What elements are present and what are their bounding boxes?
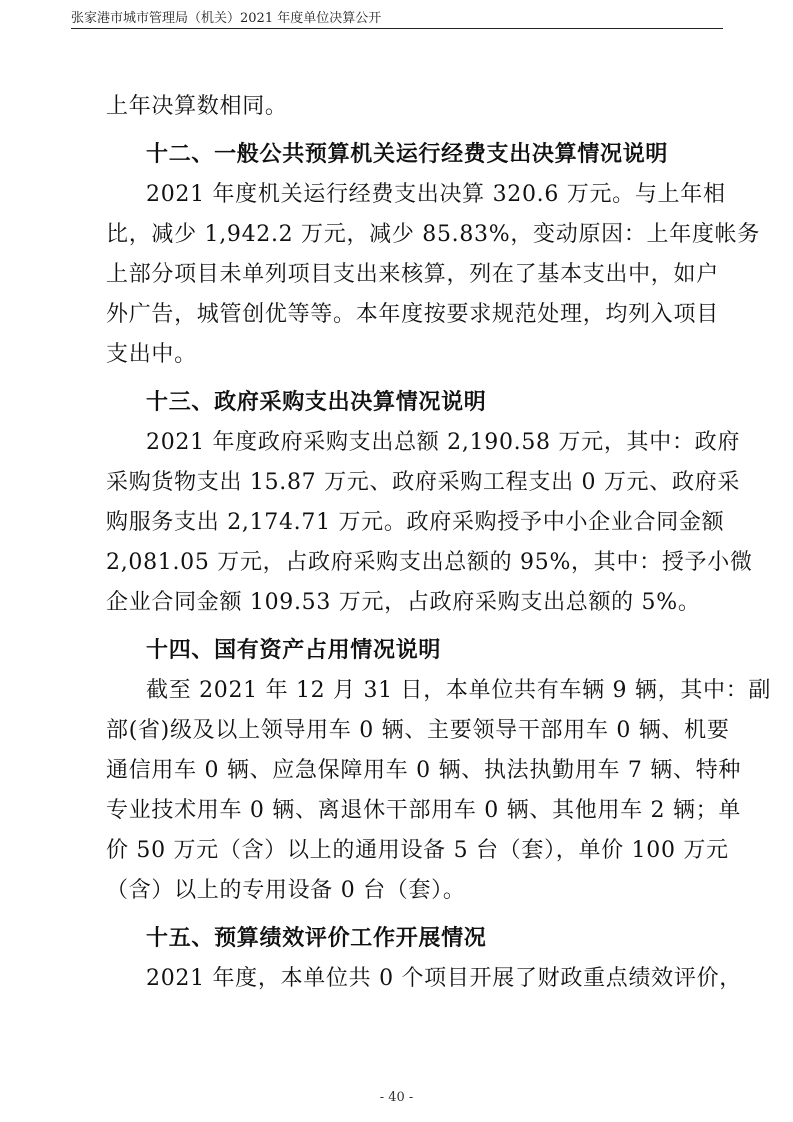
- paragraph-line: 比，减少 1,942.2 万元，减少 85.83%，变动原因：上年度帐务: [106, 222, 761, 247]
- paragraph-line: 企业合同金额 109.53 万元，占政府采购支出总额的 5%。: [106, 590, 701, 615]
- paragraph-line: 专业技术用车 0 辆、离退休干部用车 0 辆、其他用车 2 辆；单: [106, 798, 742, 823]
- paragraph-line: 2021 年度，本单位共 0 个项目开展了财政重点绩效评价，: [146, 966, 742, 991]
- page-header: [71, 4, 723, 29]
- section-heading-13: 十三、政府采购支出决算情况说明: [146, 390, 487, 415]
- paragraph-line: 上部分项目未单列项目支出来核算，列在了基本支出中，如户: [106, 262, 719, 287]
- paragraph-line: 2,081.05 万元，占政府采购支出总额的 95%，其中：授予小微: [106, 550, 753, 575]
- paragraph-line: 2021 年度政府采购支出总额 2,190.58 万元，其中：政府: [146, 430, 741, 455]
- header-text: 张家港市城市管理局（机关）2021 年度单位决算公开: [71, 11, 382, 26]
- paragraph-line: 价 50 万元（含）以上的通用设备 5 台（套），单价 100 万元: [106, 838, 729, 863]
- section-heading-15: 十五、预算绩效评价工作开展情况: [146, 926, 487, 951]
- paragraph-line: 外广告，城管创优等等。本年度按要求规范处理，均列入项目: [106, 302, 719, 327]
- paragraph-line: 购服务支出 2,174.71 万元。政府采购授予中小企业合同金额: [106, 510, 725, 535]
- paragraph-line: 上年决算数相同。: [106, 94, 288, 119]
- paragraph-line: 部(省)级及以上领导用车 0 辆、主要领导干部用车 0 辆、机要: [106, 718, 730, 743]
- paragraph-line: 支出中。: [106, 342, 197, 367]
- paragraph-line: 通信用车 0 辆、应急保障用车 0 辆、执法执勤用车 7 辆、特种: [106, 758, 742, 783]
- paragraph-line: 2021 年度机关运行经费支出决算 320.6 万元。与上年相: [146, 182, 726, 207]
- paragraph-line: 采购货物支出 15.87 万元、政府采购工程支出 0 万元、政府采: [106, 470, 741, 495]
- section-heading-12: 十二、一般公共预算机关运行经费支出决算情况说明: [146, 142, 669, 167]
- section-heading-14: 十四、国有资产占用情况说明: [146, 638, 442, 663]
- paragraph-line: 截至 2021 年 12 月 31 日，本单位共有车辆 9 辆，其中：副: [146, 678, 772, 703]
- paragraph-line: （含）以上的专用设备 0 台（套）。: [106, 878, 466, 903]
- page-number: - 40 -: [379, 1090, 414, 1105]
